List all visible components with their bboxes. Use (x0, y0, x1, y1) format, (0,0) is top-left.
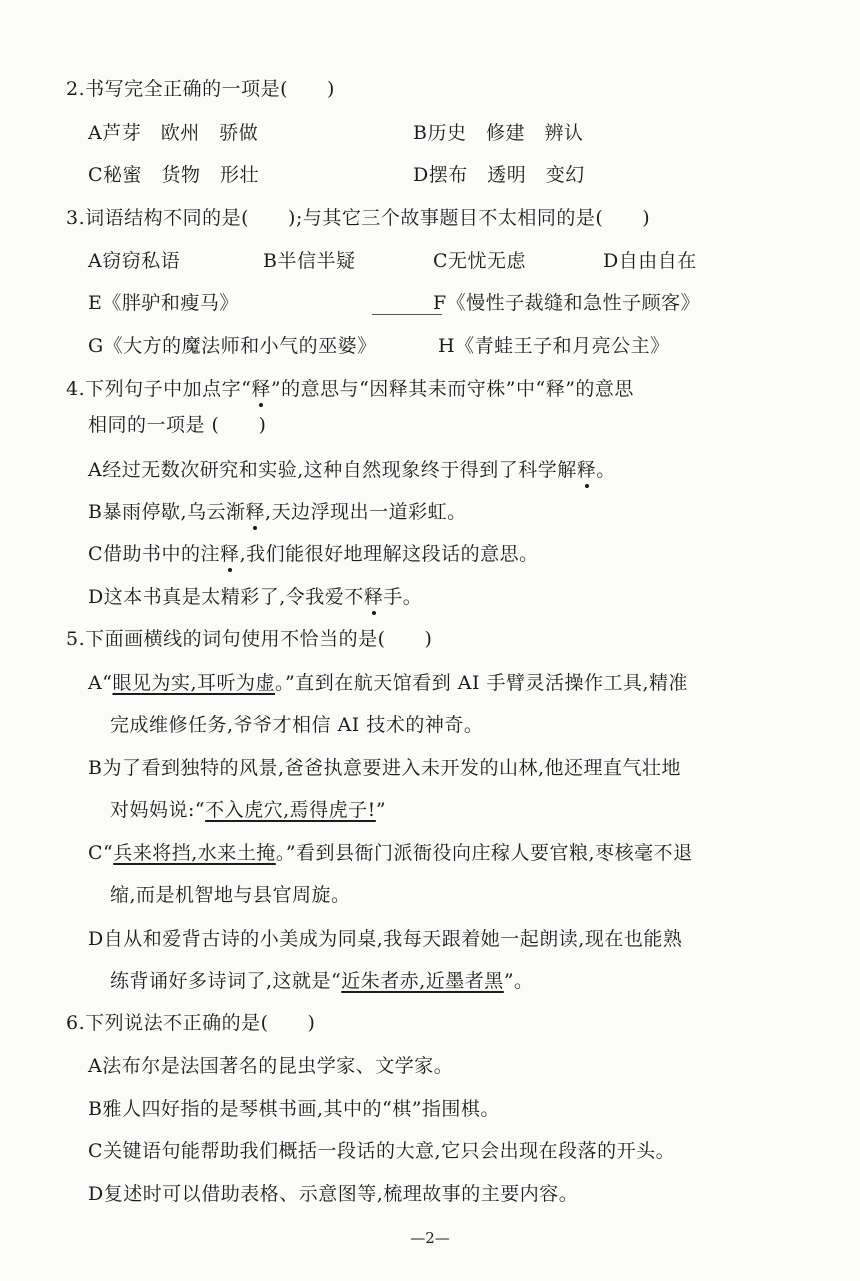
question-2-option-c: C秘蜜 货物 形壮 (88, 164, 260, 186)
underlined-phrase: 兵来将挡,水来土掩 (113, 842, 276, 864)
question-6-option-b: B雅人四好指的是琴棋书画,其中的“棋”指围棋。 (88, 1098, 500, 1120)
dotted-char: 释 (576, 459, 597, 481)
question-3-option-b: B半信半疑 (263, 250, 356, 272)
question-5-option-c: C“兵来将挡,水来土掩。”看到县衙门派衙役向庄稼人要官粮,枣核毫不退 (88, 842, 693, 864)
question-3-option-d: D自由自在 (603, 250, 697, 272)
question-5-option-d-cont: 练背诵好多诗词了,这就是“近朱者赤,近墨者黑”。 (110, 970, 534, 992)
underlined-phrase: 眼见为实,耳听为虚 (112, 672, 275, 694)
question-3-option-h: H《青蛙王子和月亮公主》 (438, 335, 670, 357)
question-5-option-c-cont: 缩,而是机智地与县官周旋。 (110, 884, 351, 906)
question-4-option-d: D这本书真是太精彩了,令我爱不释手。 (88, 586, 423, 608)
question-6-stem: 6.下列说法不正确的是( ) (66, 1012, 316, 1034)
question-3-option-a: A窃窃私语 (88, 250, 181, 272)
question-3-option-e: E《胖驴和瘦马》 (88, 292, 239, 314)
question-4-option-b: B暴雨停歇,乌云渐释,天边浮现出一道彩虹。 (88, 501, 467, 523)
question-5-stem: 5.下面画横线的词句使用不恰当的是( ) (66, 628, 433, 650)
question-5-option-a: A“眼见为实,耳听为虚。”直到在航天馆看到 AI 手臂灵活操作工具,精准 (88, 672, 689, 694)
page-number: —2— (410, 1229, 450, 1247)
question-4-option-a: A经过无数次研究和实验,这种自然现象终于得到了科学解释。 (88, 459, 616, 481)
question-3-option-c: C无忧无虑 (433, 250, 527, 272)
dotted-char: 释 (251, 378, 271, 400)
underlined-phrase: 不入虎穴,焉得虎子! (205, 799, 376, 821)
question-2-option-b: B历史 修建 辨认 (413, 122, 584, 144)
dotted-char: 释 (245, 501, 266, 523)
pencil-mark (372, 314, 442, 315)
underlined-phrase: 近朱者赤,近墨者黑 (341, 970, 504, 992)
question-6-option-c: C关键语句能帮助我们概括一段话的大意,它只会出现在段落的开头。 (88, 1140, 676, 1162)
question-5-option-a-cont: 完成维修任务,爷爷才相信 AI 技术的神奇。 (110, 714, 484, 736)
question-4-option-c: C借助书中的注释,我们能很好地理解这段话的意思。 (88, 543, 539, 565)
question-3-option-g: G《大方的魔法师和小气的巫婆》 (88, 335, 377, 357)
question-5-option-b-cont: 对妈妈说:“不入虎穴,焉得虎子!” (110, 799, 387, 821)
question-2-option-a: A芦芽 欧州 骄做 (88, 122, 259, 144)
question-3-stem: 3.词语结构不同的是( );与其它三个故事题目不太相同的是( ) (66, 207, 651, 229)
question-3-option-f: F《慢性子裁缝和急性子顾客》 (433, 292, 701, 314)
question-6-option-d: D复述时可以借助表格、示意图等,梳理故事的主要内容。 (88, 1183, 579, 1205)
question-2-stem: 2.书写完全正确的一项是( ) (66, 78, 335, 100)
question-5-option-d: D自从和爱背古诗的小美成为同桌,我每天跟着她一起朗读,现在也能熟 (88, 928, 683, 950)
dotted-char: 释 (363, 586, 384, 608)
question-5-option-b: B为了看到独特的风景,爸爸执意要进入未开发的山林,他还理直气壮地 (88, 757, 682, 779)
question-4-stem-cont: 相同的一项是 ( ) (88, 414, 267, 436)
dotted-char: 释 (220, 543, 240, 565)
question-6-option-a: A法布尔是法国著名的昆虫学家、文学家。 (88, 1055, 454, 1077)
question-4-stem: 4.下列句子中加点字“释”的意思与“因释其耒而守株”中“释”的意思 (66, 378, 634, 400)
question-2-option-d: D摆布 透明 变幻 (413, 164, 585, 186)
